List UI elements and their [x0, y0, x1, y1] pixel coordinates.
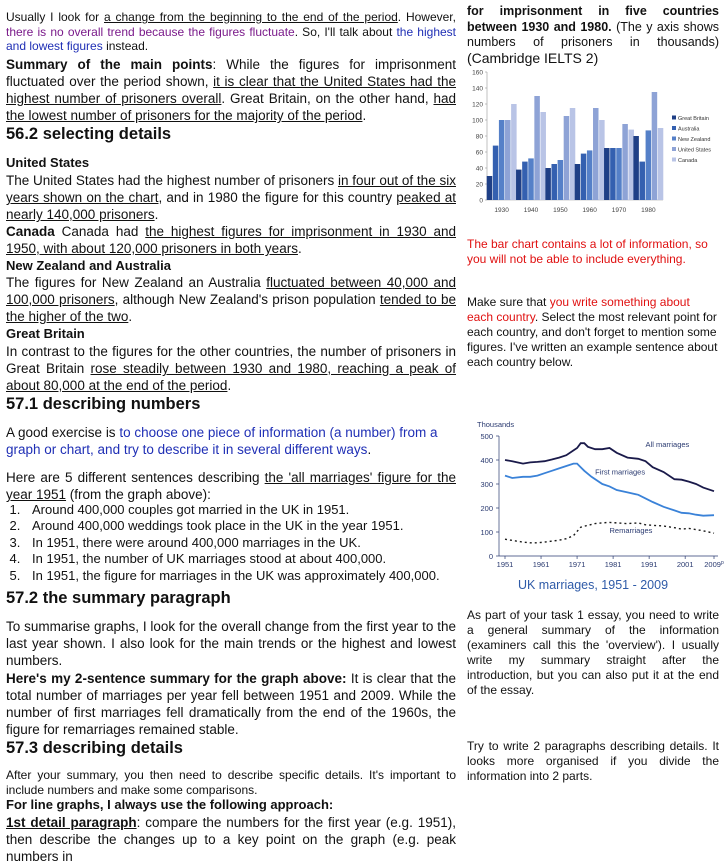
us-paragraph: The United States had the highest number of prisoners in four out of the six years shown on the chart, and in 1980 the figure for this country peaked at nearly 140,000 prisoners. — [6, 173, 456, 222]
y-tick-label: 140 — [472, 85, 483, 93]
bar — [558, 160, 564, 200]
bar — [604, 148, 610, 200]
summarise-paragraph: To summarise graphs, I look for the overall change from the first year to the last year shown. I also look for the main trends or the highest and lowest numbers. — [6, 619, 456, 668]
legend-swatch — [672, 126, 676, 130]
legend-swatch — [672, 137, 676, 141]
bar — [599, 120, 605, 200]
x-tick-label: 1981 — [604, 560, 622, 569]
line-chart-title: UK marriages, 1951 - 2009 — [517, 578, 669, 592]
bar — [505, 120, 511, 200]
line-graph-approach: For line graphs, I always use the following approach: — [6, 797, 334, 812]
legend-label: New Zealand — [678, 137, 711, 143]
bar — [551, 164, 557, 200]
bar — [487, 176, 493, 200]
section-heading-57-1: 57.1 describing numbers — [6, 395, 201, 413]
x-tick-superscript: p — [720, 560, 724, 566]
exercise-paragraph: A good exercise is to choose one piece of information (a number) from a graph or chart, and try to describe it in several different ways. — [6, 425, 438, 457]
bar — [575, 164, 581, 200]
y-tick-label: 200 — [480, 504, 493, 513]
paragraph-note: Try to write 2 paragraphs describing details. It looks more organised if you divide the information into 2 parts. — [467, 739, 719, 783]
y-tick-label: 300 — [480, 480, 493, 489]
legend-label: Great Britain — [678, 116, 709, 122]
y-tick-label: 400 — [480, 456, 493, 465]
first-detail-paragraph: 1st detail paragraph: compare the numbers for the first year (e.g. 1951), then describe the changes up to a key point on the graph (e.g. peak numbers in — [6, 815, 456, 864]
list-item: 4. In 1951, the number of UK marriages stood at about 400,000. — [24, 551, 464, 567]
bar — [545, 168, 551, 200]
prisoners-bar-chart — [465, 68, 720, 223]
bar — [610, 148, 616, 200]
x-tick-label: 1991 — [640, 560, 658, 569]
uk-marriages-line-chart — [467, 418, 725, 598]
list-item: 1. Around 400,000 couples got married in the UK in 1951. — [24, 502, 464, 518]
summary-main-points: Summary of the main points: While the figures for imprisonment fluctuated over the period shown, it is clear that the United States had the highest number of prisoners overall. Great Britain, on the other hand, had the lowest number of prisoners for the majority of the period. — [6, 57, 457, 123]
bar — [639, 162, 645, 200]
legend-swatch — [672, 158, 676, 162]
bar — [652, 92, 658, 200]
legend-label: Australia — [678, 126, 700, 133]
legend-label: Canada — [678, 158, 698, 164]
y-tick-label: 160 — [472, 69, 483, 77]
y-tick-label: 120 — [472, 101, 483, 109]
bar — [522, 162, 528, 200]
bar — [534, 96, 540, 200]
series-label: Remarriages — [609, 526, 653, 536]
x-tick-label: 1960 — [582, 207, 597, 214]
two-sentence-summary: Here's my 2-sentence summary for the graph above: It is clear that the total number of marriages per year fell between 1951 and 2009. While the number of first marriages fell dramatically from the end of the 1960s, the figure for remarriages remained stable. — [6, 671, 456, 737]
bar — [499, 120, 505, 200]
y-tick-label: 60 — [475, 149, 483, 157]
subheading-great-britain: Great Britain — [6, 326, 85, 341]
bar — [511, 104, 516, 200]
bar — [628, 130, 634, 200]
legend-swatch — [672, 116, 676, 120]
x-tick-label: 1951 — [496, 560, 514, 569]
y-tick-label: 100 — [472, 117, 483, 125]
x-tick-label: 1971 — [568, 560, 586, 569]
legend-swatch — [672, 147, 676, 151]
y-tick-label: 500 — [480, 432, 493, 441]
x-tick-label: 1950 — [553, 207, 568, 214]
bar — [528, 158, 534, 200]
intro-paragraph: Usually I look for a change from the beginning to the end of the period. However, there is no overall trend because the figures fluctuate. So, I'll talk about the highest and lowest figures instead. — [6, 10, 456, 54]
y-tick-label: 20 — [475, 181, 483, 189]
x-tick-label: 1980 — [641, 207, 656, 214]
five-sentences-intro: Here are 5 different sentences describing the 'all marriages' figure for the year 1951 (from the graph above): — [6, 470, 456, 502]
nz-australia-paragraph: The figures for New Zealand an Australia fluctuated between 40,000 and 100,000 prisoners, although New Zealand's prison population tended to be the higher of the two. — [6, 275, 456, 324]
bar — [646, 130, 652, 200]
country-note: Make sure that you write something about each country. Select the most relevant point for each country, and don't forget to mention some figures. I've written an example sentence about each country below. — [467, 295, 718, 369]
bar — [616, 148, 622, 200]
list-item: 3. In 1951, there were around 400,000 marriages in the UK. — [24, 535, 464, 551]
x-tick-label: 1970 — [611, 207, 627, 214]
y-tick-label: 80 — [475, 133, 483, 141]
series-label: First marriages — [595, 467, 646, 477]
x-tick-label: 2001 — [676, 560, 694, 569]
overview-note: As part of your task 1 essay, you need to write a general summary of the information (examiners call this the 'overview'). I usually write my summary straight after the introduction, but you can also put it at the end of the essay. — [467, 608, 719, 697]
section-heading-57-3: 57.3 describing details — [6, 739, 183, 757]
details-intro: After your summary, you then need to describe specific details. It's important to include numbers and make some comparisons. — [6, 768, 456, 797]
gb-paragraph: In contrast to the figures for the other countries, the number of prisoners in Great Britain rose steadily between 1930 and 1980, reaching a peak of about 80,000 at the end of the period. — [6, 344, 457, 393]
bar — [564, 116, 570, 200]
subheading-united-states: United States — [6, 155, 90, 170]
y-tick-label: 0 — [479, 197, 483, 205]
bar-chart-warning: The bar chart contains a lot of information, so you will not be able to include everything. — [467, 237, 708, 266]
bar — [622, 124, 628, 200]
legend-label: United States — [678, 147, 712, 154]
example-sentence-list — [6, 502, 464, 584]
subheading-nz-australia: New Zealand and Australia — [6, 258, 171, 273]
bar — [540, 112, 546, 200]
bar — [493, 146, 499, 200]
x-tick-label: 1940 — [523, 207, 539, 214]
x-tick-label: 1961 — [532, 560, 550, 569]
list-item: 2. Around 400,000 weddings took place in the UK in the year 1951. — [24, 518, 464, 534]
bar — [587, 150, 593, 200]
list-item: 5. In 1951, the figure for marriages in the UK was approximately 400,000. — [24, 568, 464, 584]
section-heading-56-2: 56.2 selecting details — [6, 125, 172, 143]
section-heading-57-2: 57.2 the summary paragraph — [6, 589, 231, 607]
bar — [516, 170, 522, 200]
y-tick-label: 100 — [480, 528, 493, 537]
bar — [658, 128, 664, 200]
bar — [581, 154, 587, 200]
bar — [593, 108, 599, 200]
canada-paragraph: Canada Canada had the highest figures for imprisonment in 1930 and 1950, with about 120,000 prisoners in both years. — [6, 224, 456, 256]
bar — [633, 136, 639, 200]
y-tick-label: 0 — [488, 552, 493, 561]
y-tick-label: 40 — [475, 165, 483, 173]
x-tick-label: 2009$^p$ — [704, 560, 724, 569]
x-tick-label: 1930 — [494, 207, 509, 214]
bar-chart-caption: for imprisonment in five countries between 1930 and 1980. (The y axis shows numbers of prisoners in thousands) (Cambridge IELTS 2) — [467, 4, 719, 66]
y-axis-unit: Thousands — [477, 420, 515, 429]
bar — [570, 108, 576, 200]
series-label: All marriages — [645, 439, 690, 449]
